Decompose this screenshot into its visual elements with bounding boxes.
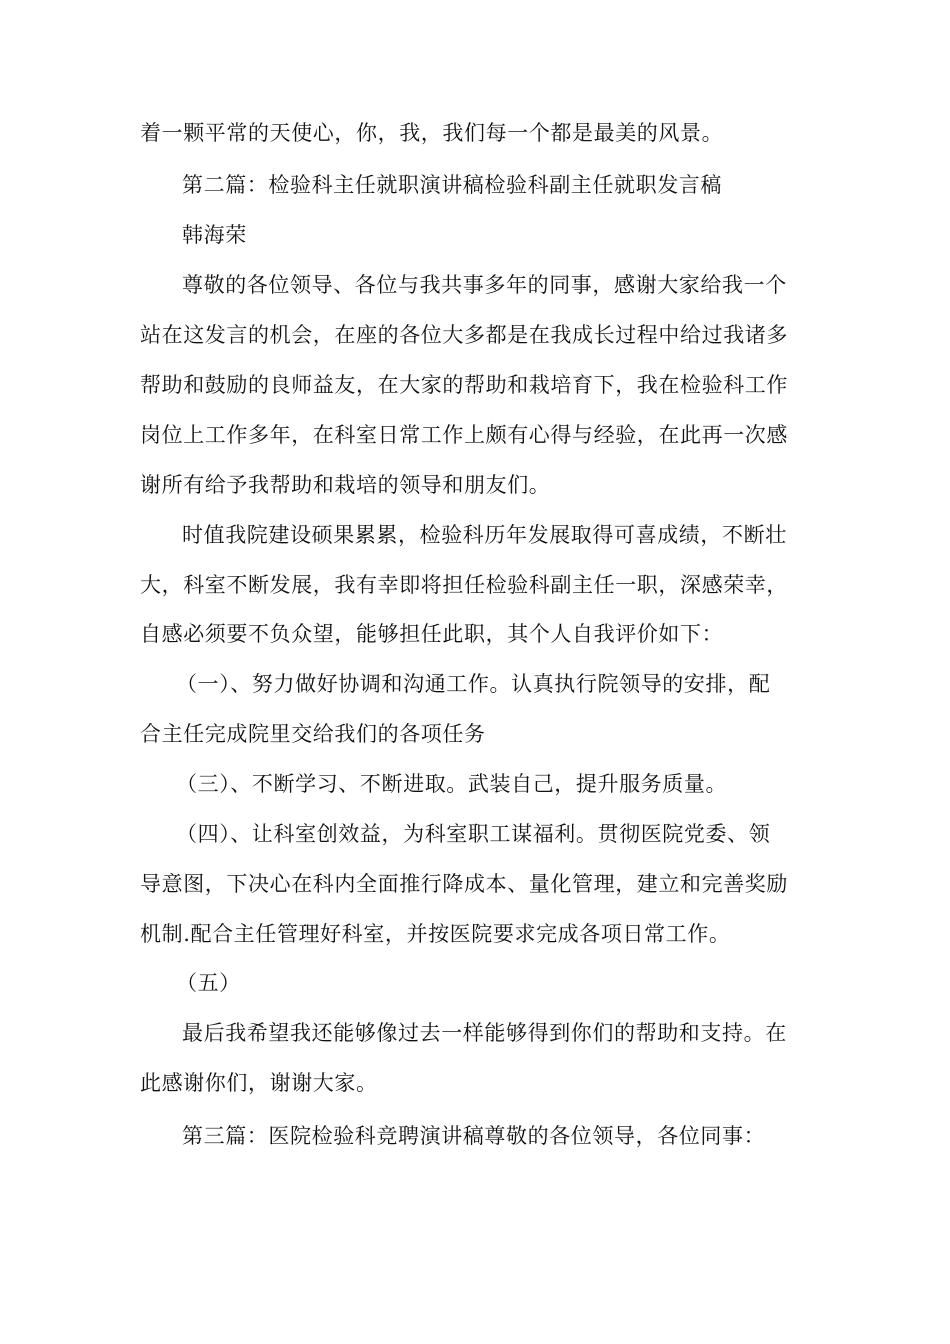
list-item-line: 导意图，下决心在科内全面推行降成本、量化管理，建立和完善奖励 <box>140 872 788 896</box>
author-name: 韩海荣 <box>182 223 247 247</box>
paragraph-line: 帮助和鼓励的良师益友，在大家的帮助和栽培育下，我在检验科工作 <box>140 373 788 397</box>
list-item-line: （四）、让科室创效益，为科室职工谋福利。贯彻医院党委、领 <box>176 822 771 846</box>
paragraph-line: 着一颗平常的天使心，你，我，我们每一个都是最美的风景。 <box>140 121 724 145</box>
paragraph-line: 岗位上工作多年，在科室日常工作上颇有心得与经验，在此再一次感 <box>140 423 788 447</box>
paragraph-line: 大，科室不断发展，我有幸即将担任检验科副主任一职，深感荣幸， <box>140 573 788 597</box>
paragraph-line: 站在这发言的机会，在座的各位大多都是在我成长过程中给过我诸多 <box>140 323 788 347</box>
paragraph-line: 时值我院建设硕果累累，检验科历年发展取得可喜成绩，不断壮 <box>182 523 787 547</box>
paragraph-line: 谢所有给予我帮助和栽培的领导和朋友们。 <box>140 473 551 497</box>
paragraph-line: 尊敬的各位领导、各位与我共事多年的同事，感谢大家给我一个 <box>182 273 787 297</box>
list-item-line: （五） <box>176 971 241 995</box>
list-item-line: （一）、努力做好协调和沟通工作。认真执行院领导的安排，配 <box>176 672 771 696</box>
section-heading: 第二篇：检验科主任就职演讲稿检验科副主任就职发言稿 <box>182 173 722 197</box>
section-heading: 第三篇：医院检验科竞聘演讲稿尊敬的各位领导，各位同事： <box>182 1124 766 1148</box>
list-item-line: （三）、不断学习、不断进取。武装自己，提升服务质量。 <box>176 772 728 796</box>
list-item-line: 机制.配合主任管理好科室，并按医院要求完成各项日常工作。 <box>140 922 731 946</box>
paragraph-line: 最后我希望我还能够像过去一样能够得到你们的帮助和支持。在 <box>182 1021 787 1045</box>
list-item-line: 合主任完成院里交给我们的各项任务 <box>140 722 486 746</box>
paragraph-line: 自感必须要不负众望，能够担任此职，其个人自我评价如下： <box>140 622 724 646</box>
paragraph-line: 此感谢你们，谢谢大家。 <box>140 1071 378 1095</box>
